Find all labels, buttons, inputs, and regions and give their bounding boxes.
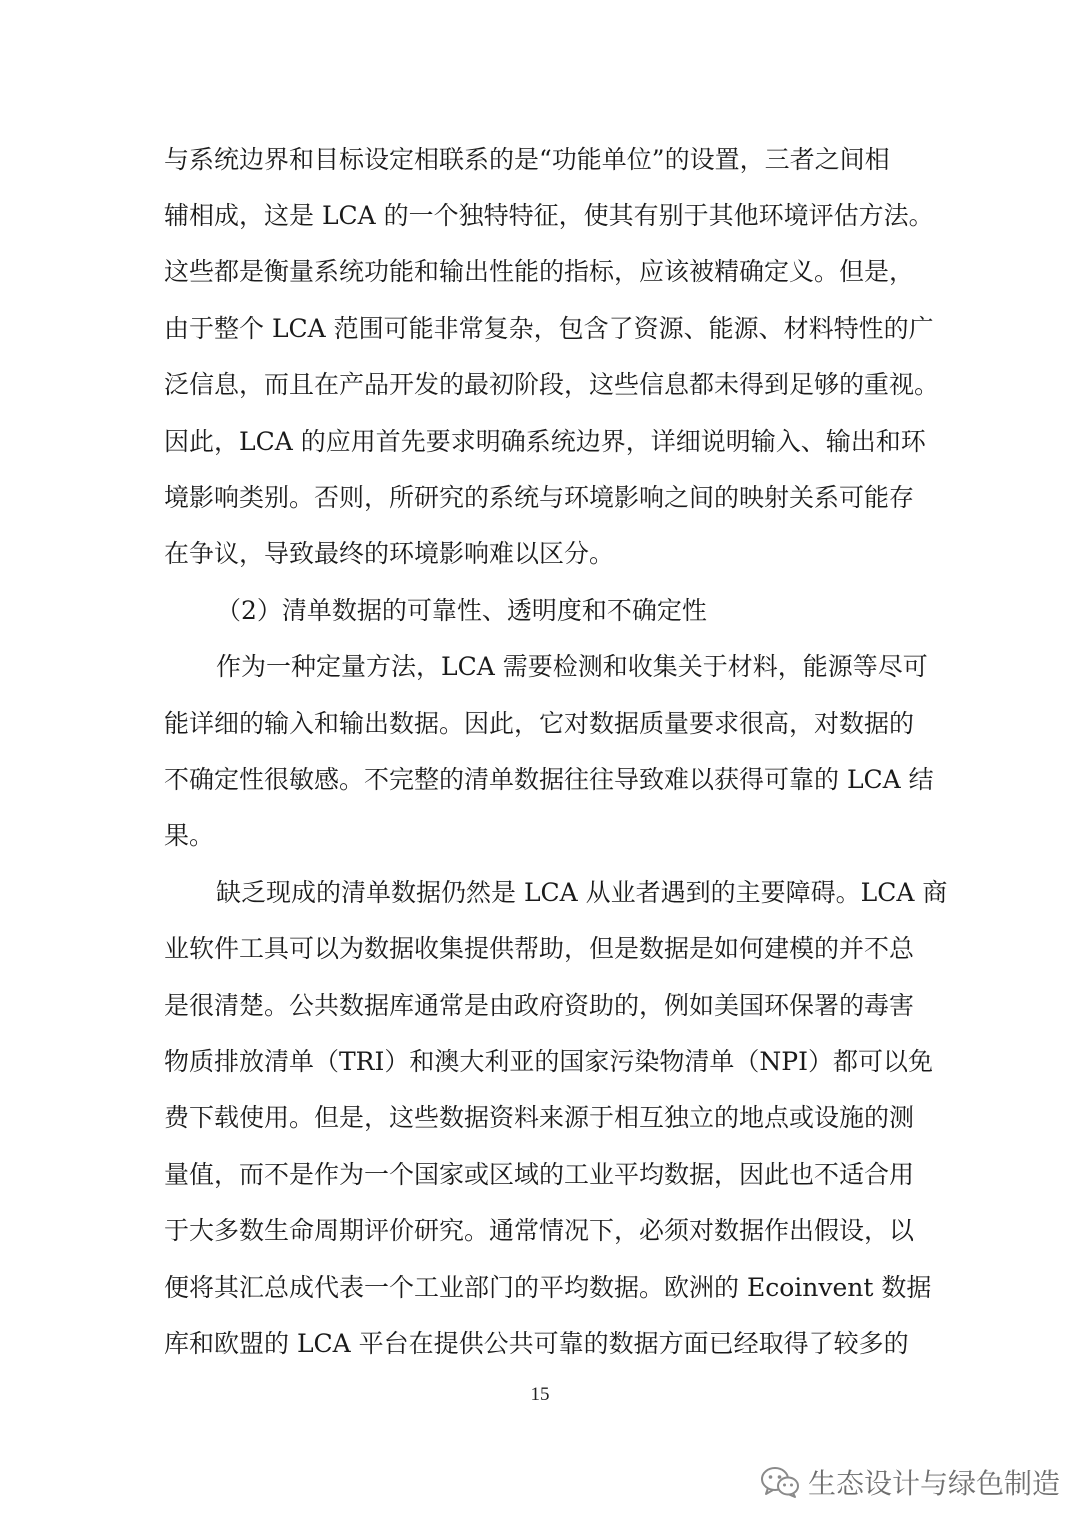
- text-line: 于大多数生命周期评价研究。通常情况下，必须对数据作出假设，以: [164, 1216, 915, 1245]
- watermark-text: 生态设计与绿色制造: [808, 1467, 1061, 1500]
- text-line: 能详细的输入和输出数据。因此，它对数据质量要求很高，对数据的: [164, 709, 915, 738]
- text-line: 不确定性很敏感。不完整的清单数据往往导致难以获得可靠的 LCA 结: [164, 765, 934, 794]
- text-line: 是很清楚。公共数据库通常是由政府资助的，例如美国环保署的毒害: [164, 991, 915, 1020]
- text-line: 业软件工具可以为数据收集提供帮助，但是数据是如何建模的并不总: [164, 934, 915, 963]
- text-line: 这些都是衡量系统功能和输出性能的指标，应该被精确定义。但是，: [164, 257, 915, 286]
- wechat-icon: [760, 1465, 800, 1499]
- text-line: 与系统边界和目标设定相联系的是“功能单位”的设置，三者之间相: [164, 145, 890, 174]
- text-line: 缺乏现成的清单数据仍然是 LCA 从业者遇到的主要障碍。LCA 商: [216, 878, 948, 907]
- text-line: 辅相成，这是 LCA 的一个独特特征，使其有别于其他环境评估方法。: [164, 201, 934, 230]
- text-line: 费下载使用。但是，这些数据资料来源于相互独立的地点或设施的测: [164, 1103, 915, 1132]
- text-line: 境影响类别。否则，所研究的系统与环境影响之间的映射关系可能存: [164, 483, 915, 512]
- text-line: 泛信息，而且在产品开发的最初阶段，这些信息都未得到足够的重视。: [164, 370, 940, 399]
- section-heading: （2）清单数据的可靠性、透明度和不确定性: [216, 596, 707, 625]
- text-line: 物质排放清单（TRI）和澳大利亚的国家污染物清单（NPI）都可以免: [164, 1047, 933, 1076]
- page-number: 15: [530, 1384, 550, 1405]
- text-line: 量值，而不是作为一个国家或区域的工业平均数据，因此也不适合用: [164, 1160, 915, 1189]
- text-line: 库和欧盟的 LCA 平台在提供公共可靠的数据方面已经取得了较多的: [164, 1329, 909, 1358]
- text-line: 在争议，导致最终的环境影响难以区分。: [164, 539, 615, 568]
- text-line: 便将其汇总成代表一个工业部门的平均数据。欧洲的 Ecoinvent 数据: [164, 1273, 932, 1302]
- watermark: [760, 1460, 1060, 1504]
- text-line: 果。: [164, 821, 215, 850]
- text-line: 因此，LCA 的应用首先要求明确系统边界，详细说明输入、输出和环: [164, 427, 926, 456]
- text-line: 由于整个 LCA 范围可能非常复杂，包含了资源、能源、材料特性的广: [164, 314, 934, 343]
- text-line: 作为一种定量方法，LCA 需要检测和收集关于材料，能源等尽可: [216, 652, 928, 681]
